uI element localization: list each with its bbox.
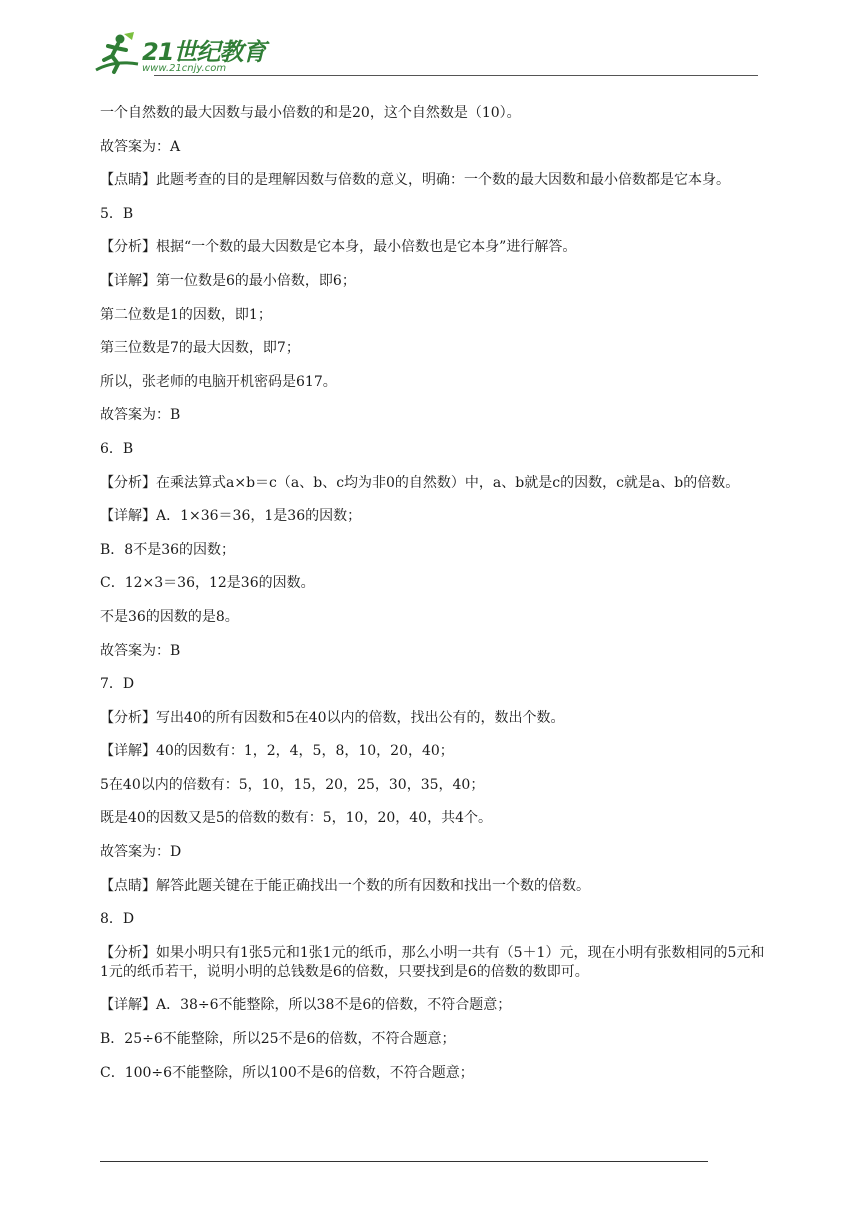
logo-url: www.21cnjy.com bbox=[142, 63, 227, 74]
text-line: B．25÷6不能整除，所以25不是6的倍数，不符合题意； bbox=[100, 1031, 456, 1048]
text-line: 不是36的因数的是8。 bbox=[100, 608, 239, 625]
question-number: 7．D bbox=[100, 676, 135, 693]
text-line: 既是40的因数又是5的倍数的数有：5，10，20，40，共4个。 bbox=[100, 810, 492, 827]
text-line: 第二位数是1的因数，即1； bbox=[100, 306, 272, 323]
question-number: 8．D bbox=[100, 911, 135, 928]
text-line: B．8不是36的因数； bbox=[100, 541, 236, 558]
text-line: 【详解】A．1×36＝36，1是36的因数； bbox=[100, 508, 362, 525]
text-line: 故答案为：A bbox=[100, 138, 181, 155]
text-line: C．12×3＝36，12是36的因数。 bbox=[100, 575, 315, 592]
question-number: 5．B bbox=[100, 205, 134, 222]
text-line: 故答案为：D bbox=[100, 844, 182, 861]
footer-divider bbox=[100, 1161, 708, 1162]
text-line: 【分析】如果小明只有1张5元和1张1元的纸币，那么小明一共有（5＋1）元，现在小明有张数相同的5元和1元的纸币若干，说明小明的总钱数是6的倍数，只要找到是6的倍数的数即可。 bbox=[100, 944, 765, 980]
text-line: 第三位数是7的最大因数，即7； bbox=[100, 340, 300, 357]
page-header bbox=[94, 30, 758, 78]
text-line: 【详解】第一位数是6的最小倍数，即6； bbox=[100, 272, 356, 289]
text-line: 【点睛】此题考查的目的是理解因数与倍数的意义，明确：一个数的最大因数和最小倍数都是它本身。 bbox=[100, 172, 730, 189]
text-line: 【分析】写出40的所有因数和5在40以内的倍数，找出公有的，数出个数。 bbox=[100, 709, 565, 726]
text-line: 【详解】A．38÷6不能整除，所以38不是6的倍数，不符合题意； bbox=[100, 997, 512, 1014]
text-line: 【分析】在乘法算式a×b＝c（a、b、c均为非0的自然数）中，a、b就是c的因数，c就是a、b的倍数。 bbox=[100, 474, 740, 491]
text-line: 【分析】根据“一个数的最大因数是它本身，最小倍数也是它本身”进行解答。 bbox=[100, 239, 577, 256]
text-line: 【点睛】解答此题关键在于能正确找出一个数的所有因数和找出一个数的倍数。 bbox=[100, 877, 590, 894]
document-body bbox=[100, 104, 768, 1097]
text-line: 一个自然数的最大因数与最小倍数的和是20，这个自然数是（10）。 bbox=[100, 105, 521, 121]
question-number: 6．B bbox=[100, 440, 134, 457]
text-line: 所以，张老师的电脑开机密码是617。 bbox=[100, 373, 337, 390]
text-line: C．100÷6不能整除，所以100不是6的倍数，不符合题意； bbox=[100, 1064, 474, 1081]
text-line: 【详解】40的因数有：1，2，4，5，8，10，20，40； bbox=[100, 743, 454, 760]
text-line: 故答案为：B bbox=[100, 642, 181, 659]
runner-logo-icon bbox=[94, 30, 140, 76]
header-divider bbox=[154, 75, 758, 76]
text-line: 5在40以内的倍数有：5，10，15，20，25，30，35，40； bbox=[100, 776, 485, 793]
site-logo bbox=[94, 30, 265, 76]
logo-title: 21世纪教育 bbox=[142, 38, 266, 66]
text-line: 故答案为：B bbox=[100, 407, 181, 424]
